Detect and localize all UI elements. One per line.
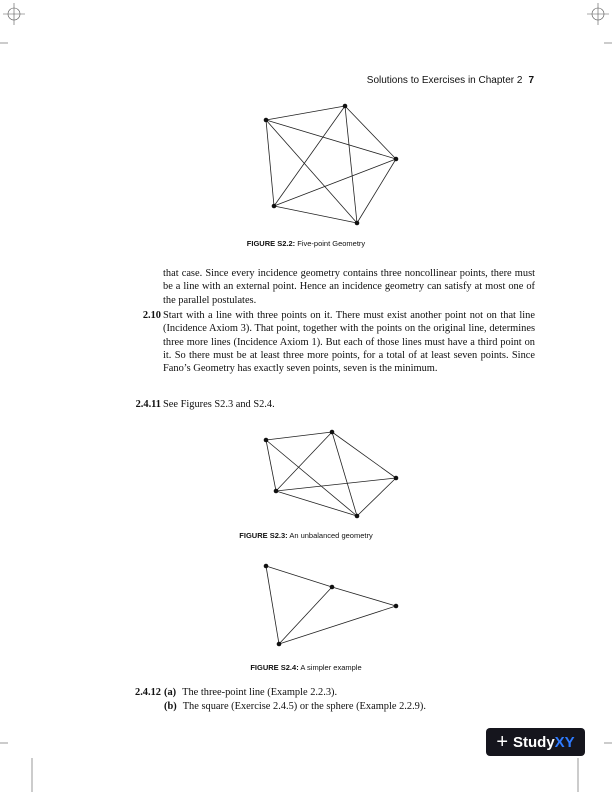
- s2-4-point-2: [330, 585, 335, 590]
- caption-text: Five-point Geometry: [297, 239, 366, 248]
- header-title: Solutions to Exercises in Chapter 2: [366, 75, 523, 86]
- continuation-paragraph: that case. Since every incidence geometry contains three noncollinear points, there must be a line with an external point. Hence an incidence geometry can satisfy at most one of the parallel postulates.: [163, 268, 535, 306]
- s2-4-point-4: [277, 642, 282, 647]
- answer-a: [164, 686, 337, 699]
- answer-a-label: (a): [164, 687, 177, 698]
- exercise-body: Start with a line with three points on it. There must exist another point not on that line (Incidence Axiom 3). That point, together with the points on the original line, determines three more lines (Incidence Axiom 1). But each of those lines must have a third point on it. So there must be at least three more points, for a total of at least seven points. Since Fano’s Geometry has exactly seven points, seven is the minimum.: [163, 310, 535, 375]
- answer-a-text: The three-point line (Example 2.2.3).: [182, 687, 338, 698]
- caption-text: A simpler example: [300, 663, 362, 672]
- answer-b-text: The square (Exercise 2.4.5) or the sphere (Example 2.2.9).: [182, 701, 426, 712]
- exercise-number: 2.4.12: [135, 687, 161, 698]
- badge-accent: XY: [554, 733, 575, 751]
- caption-label: FIGURE S2.4:: [250, 663, 299, 672]
- caption-label: FIGURE S2.2:: [246, 239, 296, 248]
- plus-icon: +: [496, 730, 508, 753]
- exercise-body: See Figures S2.3 and S2.4.: [163, 399, 275, 410]
- answer-b: [164, 700, 426, 713]
- studyxy-badge[interactable]: [486, 728, 585, 756]
- badge-text: Study: [513, 733, 555, 751]
- exercise-number: 2.10: [142, 310, 161, 321]
- s2-4-point-3: [394, 604, 399, 609]
- caption-label: FIGURE S2.3:: [239, 531, 288, 540]
- answer-b-label: (b): [164, 701, 177, 712]
- page-number: 7: [528, 75, 534, 86]
- s2-4-point-1: [264, 564, 269, 569]
- figure-s2-4-caption: [0, 663, 612, 672]
- exercise-number: 2.4.11: [135, 399, 161, 410]
- caption-text: An unbalanced geometry: [289, 531, 373, 540]
